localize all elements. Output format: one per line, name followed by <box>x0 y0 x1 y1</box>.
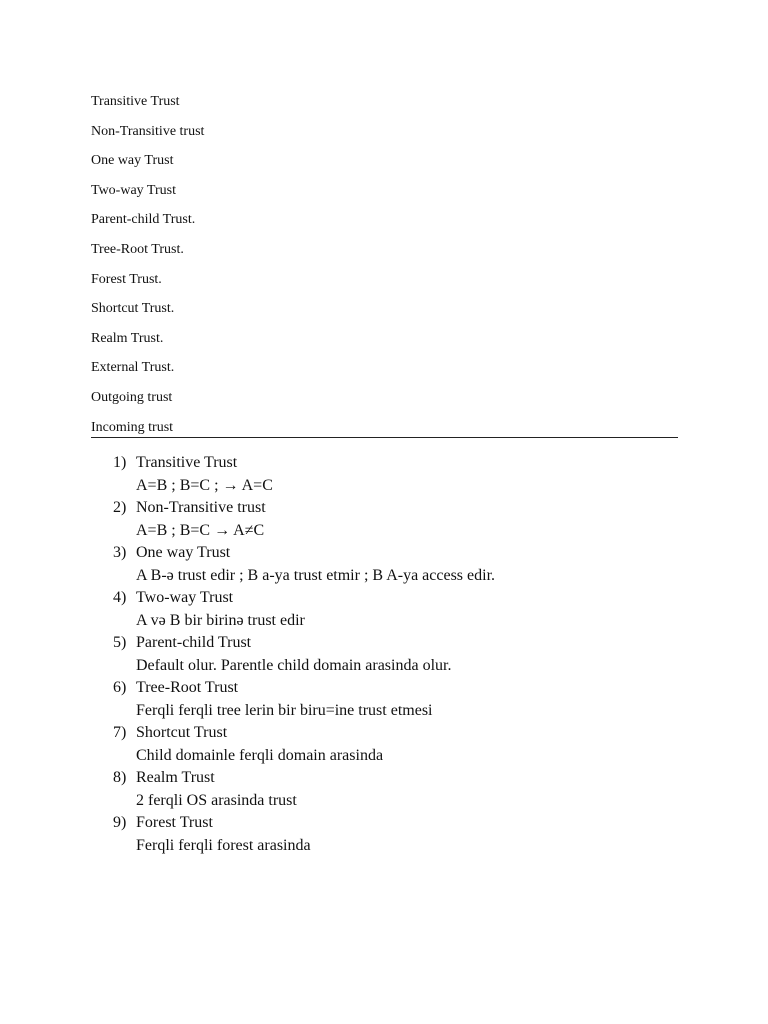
item-title: Realm Trust <box>136 769 215 786</box>
item-number: 8) <box>113 769 127 786</box>
item-description: A B-ə trust edir ; B a-ya trust etmir ; B A-ya access edir. <box>136 566 496 584</box>
item-description: A=B ; B=C ; → A=C <box>136 476 273 494</box>
item-title: Two-way Trust <box>136 589 234 606</box>
item-description: A=B ; B=C → A≠C <box>136 521 265 539</box>
list-item: Non-Transitive trust <box>91 123 205 139</box>
list-item: Parent-child Trust. <box>91 212 196 228</box>
list-item: Tree-Root Trust. <box>91 241 184 257</box>
item-number: 2) <box>113 499 127 516</box>
definition-item <box>0 497 495 542</box>
item-description: Ferqli ferqli forest arasinda <box>136 836 311 854</box>
item-title: Parent-child Trust <box>136 634 252 651</box>
definition-item <box>0 767 495 812</box>
item-number: 6) <box>113 679 127 696</box>
item-description: Default olur. Parentle child domain arasinda olur. <box>136 656 452 674</box>
item-description: 2 ferqli OS arasinda trust <box>136 791 297 809</box>
definition-item <box>0 587 495 632</box>
item-number: 1) <box>113 454 127 471</box>
list-item: Outgoing trust <box>91 389 173 405</box>
definition-item <box>0 632 495 677</box>
trust-definitions-list <box>0 452 495 857</box>
definition-item <box>0 452 495 497</box>
item-title: Tree-Root Trust <box>136 679 239 696</box>
item-number: 7) <box>113 724 127 741</box>
item-number: 5) <box>113 634 127 651</box>
item-title: One way Trust <box>136 544 231 561</box>
item-description: Ferqli ferqli tree lerin bir biru=ine trust etmesi <box>136 701 433 719</box>
list-item: Forest Trust. <box>91 271 162 287</box>
list-item: Realm Trust. <box>91 330 164 346</box>
definition-item <box>0 812 495 857</box>
item-number: 3) <box>113 544 127 561</box>
item-description: Child domainle ferqli domain arasinda <box>136 746 384 764</box>
definition-item <box>0 677 495 722</box>
list-item: Transitive Trust <box>91 94 180 109</box>
item-title: Shortcut Trust <box>136 724 228 741</box>
list-item: Incoming trust <box>91 419 174 435</box>
trust-types-list <box>91 93 204 448</box>
list-item: Shortcut Trust. <box>91 301 175 317</box>
list-item: Two-way Trust <box>91 182 176 198</box>
horizontal-rule <box>91 437 678 438</box>
list-item: One way Trust <box>91 153 174 169</box>
item-title: Forest Trust <box>136 814 213 831</box>
item-description: A və B bir birinə trust edir <box>136 611 305 629</box>
definition-item <box>0 542 495 587</box>
item-title: Non-Transitive trust <box>136 499 266 516</box>
item-number: 9) <box>113 814 127 831</box>
definition-item <box>0 722 495 767</box>
item-number: 4) <box>113 589 127 606</box>
item-title: Transitive Trust <box>136 454 238 471</box>
list-item: External Trust. <box>91 360 175 376</box>
